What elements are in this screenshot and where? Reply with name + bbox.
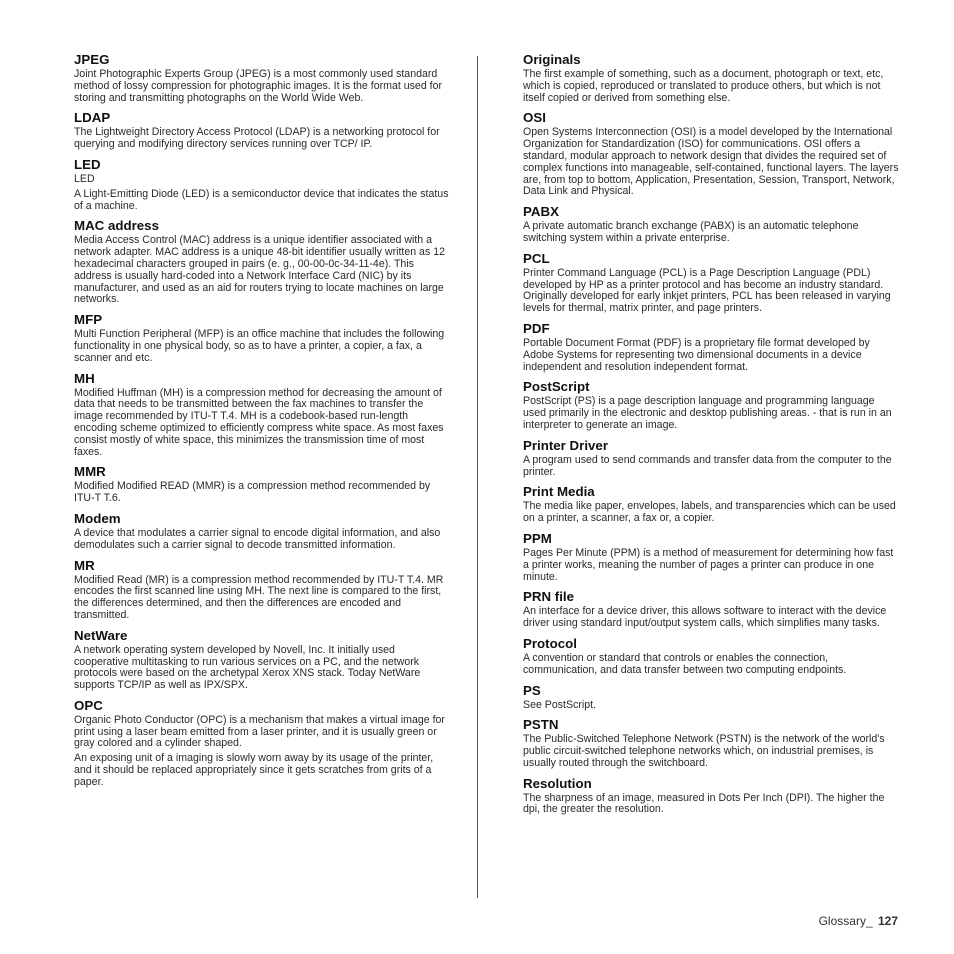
glossary-entry-ppm	[523, 531, 899, 583]
glossary-entry-mr	[74, 558, 452, 622]
glossary-entry-mh	[74, 371, 452, 459]
glossary-term: PS	[523, 682, 541, 698]
glossary-definition: The sharpness of an image, measured in Dots Per Inch (DPI). The higher the dpi, the greater the resolution.	[523, 791, 885, 816]
glossary-right-column	[523, 52, 899, 822]
glossary-definition: A device that modulates a carrier signal to encode digital information, and also demodulates such a carrier signal to decode transmitted information.	[74, 526, 441, 551]
glossary-entry-osi	[523, 110, 899, 198]
glossary-entry-ldap	[74, 110, 452, 151]
glossary-term: Originals	[523, 52, 581, 67]
glossary-definition: The Public-Switched Telephone Network (PSTN) is the network of the world's public circuit-switched telephone networks which, on industrial premises, is usually routed through the switchboard.	[523, 733, 885, 769]
glossary-definition: A Light-Emitting Diode (LED) is a semiconductor device that indicates the status of a machine.	[74, 187, 449, 212]
glossary-term: Print Media	[523, 484, 595, 500]
glossary-term: NetWare	[74, 627, 128, 643]
glossary-entry-pabx	[523, 204, 899, 245]
glossary-definition: A convention or standard that controls or enables the connection, communication, and data transfer between two computing endpoints.	[523, 651, 847, 676]
glossary-definition: See PostScript.	[523, 698, 597, 711]
glossary-entry-pcl	[523, 251, 899, 315]
glossary-term: Modem	[74, 510, 121, 526]
column-divider	[477, 56, 478, 898]
glossary-left-column	[74, 52, 452, 795]
glossary-term: LDAP	[74, 110, 111, 126]
glossary-definition: The media like paper, envelopes, labels, and transparencies which can be used on a printer, a scanner, a fax or, a copier.	[523, 500, 896, 525]
glossary-term: MMR	[74, 464, 106, 480]
glossary-definition: Printer Command Language (PCL) is a Page Description Language (PDL) developed by HP as a printer protocol and has become an industry standard. Originally developed for early inkjet printers, PCL has been released in varying levels for thermal, matrix printer, and page printers.	[523, 266, 891, 315]
glossary-entry-ps	[523, 683, 899, 712]
glossary-entry-pstn	[523, 717, 899, 769]
glossary-definition: Modified Huffman (MH) is a compression method for decreasing the amount of data that needs to be transmitted between the fax machines to transfer the image recommended by ITU-T T.4. MH is a codebook-based run-length encoding scheme optimized to efficiently compress white space. As most faxes consist mostly of white space, this minimizes the transmission time of most faxes.	[74, 386, 444, 458]
footer-section-label: Glossary_	[818, 914, 873, 928]
glossary-term: JPEG	[74, 52, 110, 67]
glossary-definition: A private automatic branch exchange (PABX) is an automatic telephone switching system within a private enterprise.	[523, 220, 859, 244]
glossary-entry-print-media	[523, 484, 899, 525]
glossary-definition: Organic Photo Conductor (OPC) is a mechanism that makes a virtual image for print using a laser beam emitted from a laser printer, and it is usually green or gray colored and a cylinder shaped.	[74, 713, 445, 750]
glossary-entry-netware	[74, 628, 452, 692]
glossary-term: PDF	[523, 320, 550, 336]
glossary-term: Printer Driver	[523, 437, 608, 453]
glossary-definition: Joint Photographic Experts Group (JPEG) is a most commonly used standard method of lossy compression for photographic images. It is the format used for storing and transmitting photographs on the World Wide Web.	[74, 68, 443, 104]
glossary-definition: Modified Read (MR) is a compression method recommended by ITU-T T.4. MR encodes the first scanned line using MH. The next line is compared to the first, the differences determined, and then the differences are encoded and transmitted.	[74, 573, 444, 621]
glossary-definition: The Lightweight Directory Access Protocol (LDAP) is a networking protocol for querying and modifying directory services running over TCP/ IP.	[74, 126, 440, 151]
glossary-entry-pdf	[523, 321, 899, 373]
glossary-definition: An exposing unit of a imaging is slowly worn away by its usage of the printer, and it should be replaced appropriately since it gets scratches from grits of a paper.	[74, 752, 434, 788]
glossary-entry-led	[74, 157, 452, 212]
glossary-term: PRN file	[523, 589, 574, 605]
glossary-definition: Media Access Control (MAC) address is a unique identifier associated with a network adapter. MAC address is a unique 48-bit identifier usually written as 12 hexadecimal characters grouped in pairs (e. g., 00-00-0c-34-11-4e). This address is usually hard-coded into a Network Interface Card (NIC) by its manufacturer, and used as an aid for routers trying to locate machines on large networks.	[74, 234, 445, 306]
glossary-entry-originals	[523, 52, 899, 104]
glossary-term: PCL	[523, 250, 550, 266]
glossary-term: LED	[74, 156, 101, 172]
glossary-definition: PostScript (PS) is a page description language and programming language used primarily in the electronic and desktop publishing areas. - that is run in an interpreter to generate an image.	[523, 395, 892, 431]
glossary-entry-mac-address	[74, 218, 452, 306]
glossary-definition: Multi Function Peripheral (MFP) is an office machine that includes the following functionality in one physical body, so as to have a printer, a copier, a fax, a scanner and etc.	[74, 328, 445, 364]
glossary-entry-prn-file	[523, 589, 899, 630]
glossary-definition: Modified Modified READ (MMR) is a compression method recommended by ITU-T T.6.	[74, 480, 431, 505]
glossary-definition: An interface for a device driver, this allows software to interact with the device driver using standard input/output system calls, which simplifies many tasks.	[523, 605, 887, 630]
glossary-entry-mmr	[74, 464, 452, 505]
glossary-term: PostScript	[523, 379, 590, 395]
glossary-entry-printer-driver	[523, 438, 899, 479]
glossary-entry-jpeg	[74, 52, 452, 104]
glossary-term: MFP	[74, 312, 103, 328]
glossary-definition: Pages Per Minute (PPM) is a method of measurement for determining how fast a printer works, meaning the number of pages a printer can produce in one minute.	[523, 546, 894, 583]
glossary-term: OSI	[523, 110, 546, 126]
glossary-term: MH	[74, 370, 95, 386]
glossary-entry-modem	[74, 511, 452, 552]
glossary-entry-mfp	[74, 312, 452, 364]
glossary-entry-opc	[74, 698, 452, 789]
glossary-term: OPC	[74, 697, 103, 713]
glossary-term: MAC address	[74, 218, 159, 234]
glossary-definition: A program used to send commands and transfer data from the computer to the printer.	[523, 453, 892, 478]
glossary-definition: Open Systems Interconnection (OSI) is a model developed by the International Organization for Standardization (ISO) for communications. OSI offers a standard, modular approach to network design that divides the required set of complex functions into manageable, self-contained, functional layers. The layers are, from top to bottom, Application, Presentation, Session, Transport, Network, Data Link and Physical.	[523, 126, 899, 198]
glossary-definition: A network operating system developed by Novell, Inc. It initially used cooperative multitasking to run various services on a PC, and the network protocols were based on the archetypal Xerox XNS stack. Today NetWare supports TCP/IP as well as IPX/SPX.	[74, 643, 421, 692]
glossary-definition: The first example of something, such as a document, photograph or text, etc, which is copied, reproduced or translated to produce others, but which is not itself copied or derived from something else.	[523, 68, 884, 104]
glossary-term: PPM	[523, 530, 552, 546]
glossary-definition: LED	[74, 172, 95, 185]
glossary-entry-postscript	[523, 379, 899, 431]
glossary-term: Protocol	[523, 635, 577, 651]
glossary-term: PABX	[523, 204, 559, 220]
glossary-entry-protocol	[523, 636, 899, 677]
glossary-entry-resolution	[523, 776, 899, 817]
glossary-term: Resolution	[523, 775, 592, 791]
glossary-term: PSTN	[523, 717, 559, 733]
glossary-term: MR	[74, 557, 95, 573]
page-footer	[819, 914, 898, 928]
glossary-definition: Portable Document Format (PDF) is a proprietary file format developed by Adobe Systems for representing two dimensional documents in a device independent and resolution independent format.	[523, 336, 870, 373]
page-number: 127	[877, 914, 898, 928]
